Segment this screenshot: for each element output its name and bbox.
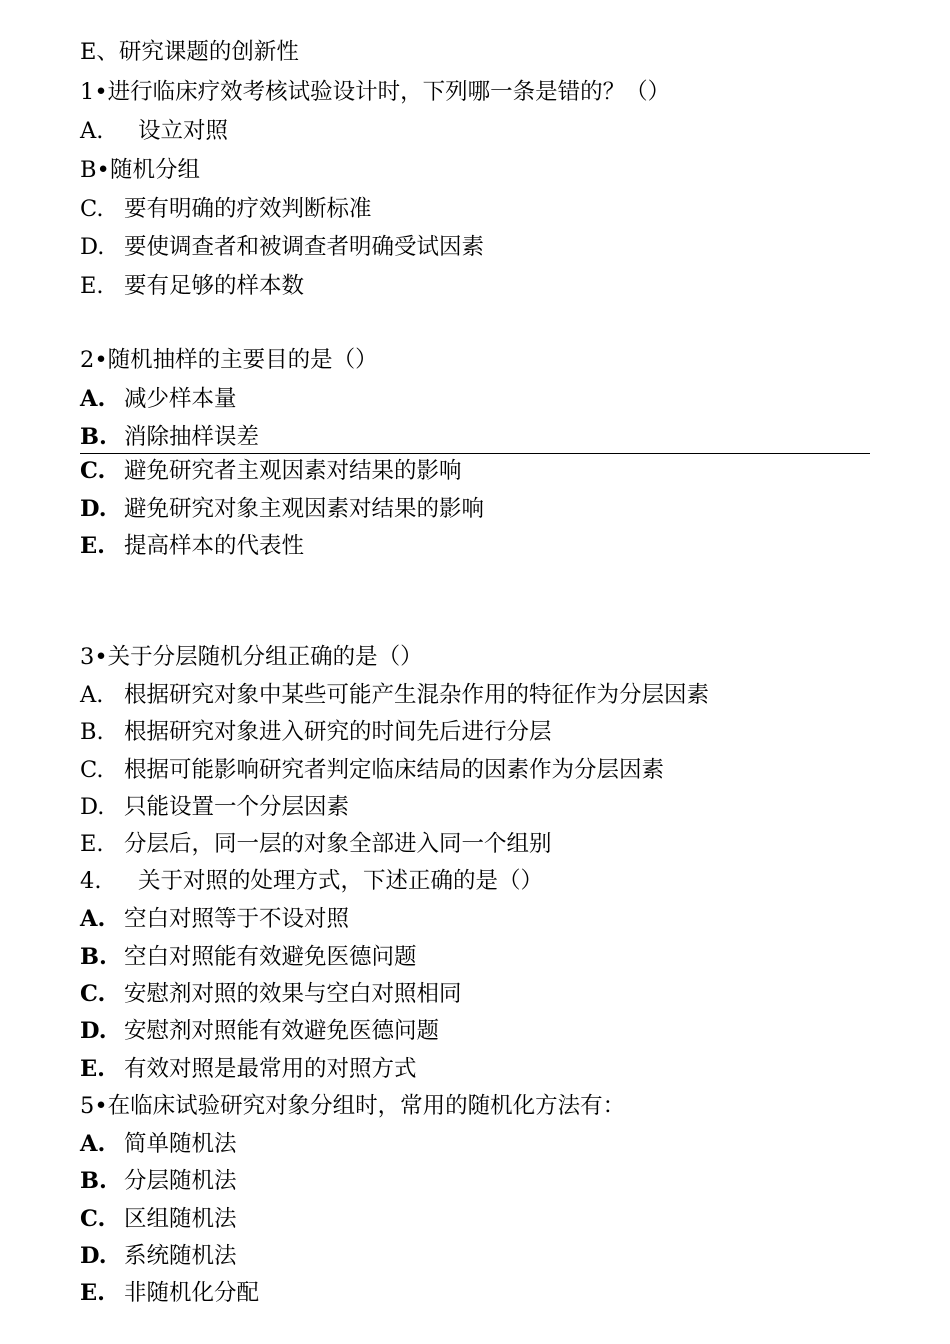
q3-option-d [80, 793, 349, 821]
q1-option-a-letter: A. [80, 118, 104, 144]
q2-option-d [80, 495, 484, 523]
q4-option-b-letter: B. [80, 944, 107, 970]
q1-option-c-text: 要有明确的疗效判断标准 [124, 196, 372, 222]
q3-option-a [80, 681, 709, 709]
q5-option-e [80, 1279, 259, 1307]
q5-option-a-letter: A. [80, 1131, 106, 1157]
q4-option-b-text: 空白对照能有效避免医德问题 [124, 944, 417, 970]
q5-option-e-letter: E. [80, 1280, 105, 1306]
horizontal-divider [80, 453, 870, 454]
q5-option-c [80, 1205, 237, 1233]
q2-option-c [80, 457, 462, 485]
q1-option-a-text: 设立对照 [138, 118, 229, 144]
q2-option-d-text: 避免研究对象主观因素对结果的影响 [124, 496, 485, 522]
q4-option-d [80, 1017, 439, 1045]
q5-option-d [80, 1242, 237, 1270]
q3-option-e-text: 分层后，同一层的对象全部进入同一个组别 [124, 831, 552, 857]
q4-option-e-text: 有效对照是最常用的对照方式 [124, 1056, 417, 1082]
q3-option-d-text: 只能设置一个分层因素 [124, 794, 350, 820]
question-1-stem-text: 1•进行临床疗效考核试验设计时，下列哪一条是错的？（） [80, 79, 671, 105]
q1-option-b-text: 随机分组 [110, 157, 201, 183]
question-2-stem [80, 346, 378, 374]
q1-option-b-letter: B• [80, 157, 110, 183]
q5-option-b-letter: B. [80, 1168, 107, 1194]
q3-option-b-text: 根据研究对象进入研究的时间先后进行分层 [124, 719, 552, 745]
q5-option-b [80, 1167, 237, 1195]
q3-option-a-letter: A. [80, 682, 104, 708]
q5-option-b-text: 分层随机法 [124, 1168, 237, 1194]
q5-option-a-text: 简单随机法 [124, 1131, 237, 1157]
q5-option-c-letter: C. [80, 1206, 106, 1232]
q1-option-c-letter: C. [80, 196, 104, 222]
q5-option-d-letter: D. [80, 1243, 107, 1269]
question-4-stem-text: 关于对照的处理方式，下述正确的是（） [138, 868, 544, 894]
q5-option-e-text: 非随机化分配 [124, 1280, 260, 1306]
q3-option-b-letter: B. [80, 719, 104, 745]
q2-option-b [80, 423, 259, 451]
q1-option-e-letter: E. [80, 273, 104, 299]
q4-option-e-letter: E. [80, 1056, 105, 1082]
q2-option-e-text: 提高样本的代表性 [124, 533, 305, 559]
q3-option-a-text: 根据研究对象中某些可能产生混杂作用的特征作为分层因素 [124, 682, 710, 708]
q1-option-d-text: 要使调查者和被调查者明确受试因素 [124, 234, 485, 260]
q4-option-d-text: 安慰剂对照能有效避免医德问题 [124, 1018, 440, 1044]
q2-option-c-letter: C. [80, 458, 106, 484]
q2-option-d-letter: D. [80, 496, 107, 522]
q1-option-e-text: 要有足够的样本数 [124, 273, 305, 299]
question-5-stem-text: 5•在临床试验研究对象分组时，常用的随机化方法有： [80, 1093, 626, 1119]
question-4-stem [80, 867, 543, 895]
q1-option-a [80, 117, 228, 145]
question-4-number: 4. [80, 868, 102, 894]
q4-option-c-letter: C. [80, 981, 106, 1007]
q4-option-c-text: 安慰剂对照的效果与空白对照相同 [124, 981, 462, 1007]
q3-option-c-text: 根据可能影响研究者判定临床结局的因素作为分层因素 [124, 757, 665, 783]
q1-option-e [80, 272, 304, 300]
q4-option-d-letter: D. [80, 1018, 107, 1044]
q4-option-e [80, 1055, 417, 1083]
question-3-stem [80, 643, 423, 671]
q4-option-a-letter: A. [80, 906, 106, 932]
q2-option-a-letter: A. [80, 386, 106, 412]
q4-option-b [80, 943, 417, 971]
q2-option-a-text: 减少样本量 [124, 386, 237, 412]
q3-option-c [80, 756, 664, 784]
question-5-stem [80, 1092, 625, 1120]
q1-option-d-letter: D. [80, 234, 105, 260]
q2-option-b-letter: B. [80, 424, 107, 450]
q5-option-c-text: 区组随机法 [124, 1206, 237, 1232]
intro-option-line [80, 38, 299, 66]
q3-option-e [80, 830, 552, 858]
q3-option-e-letter: E. [80, 831, 104, 857]
q5-option-a [80, 1130, 237, 1158]
q2-option-c-text: 避免研究者主观因素对结果的影响 [124, 458, 462, 484]
q2-option-b-text: 消除抽样误差 [124, 424, 260, 450]
intro-option-text: E、研究课题的创新性 [80, 39, 299, 65]
q4-option-a-text: 空白对照等于不设对照 [124, 906, 350, 932]
q3-option-c-letter: C. [80, 757, 104, 783]
q1-option-b [80, 156, 200, 184]
question-3-stem-text: 3•关于分层随机分组正确的是（） [80, 644, 423, 670]
q2-option-e-letter: E. [80, 533, 105, 559]
q4-option-c [80, 980, 462, 1008]
q1-option-d [80, 233, 484, 261]
q3-option-b [80, 718, 552, 746]
q2-option-a [80, 385, 237, 413]
q5-option-d-text: 系统随机法 [124, 1243, 237, 1269]
q3-option-d-letter: D. [80, 794, 105, 820]
q4-option-a [80, 905, 349, 933]
question-2-stem-text: 2•随机抽样的主要目的是（） [80, 347, 378, 373]
q2-option-e [80, 532, 304, 560]
q1-option-c [80, 195, 372, 223]
question-1-stem [80, 78, 670, 106]
